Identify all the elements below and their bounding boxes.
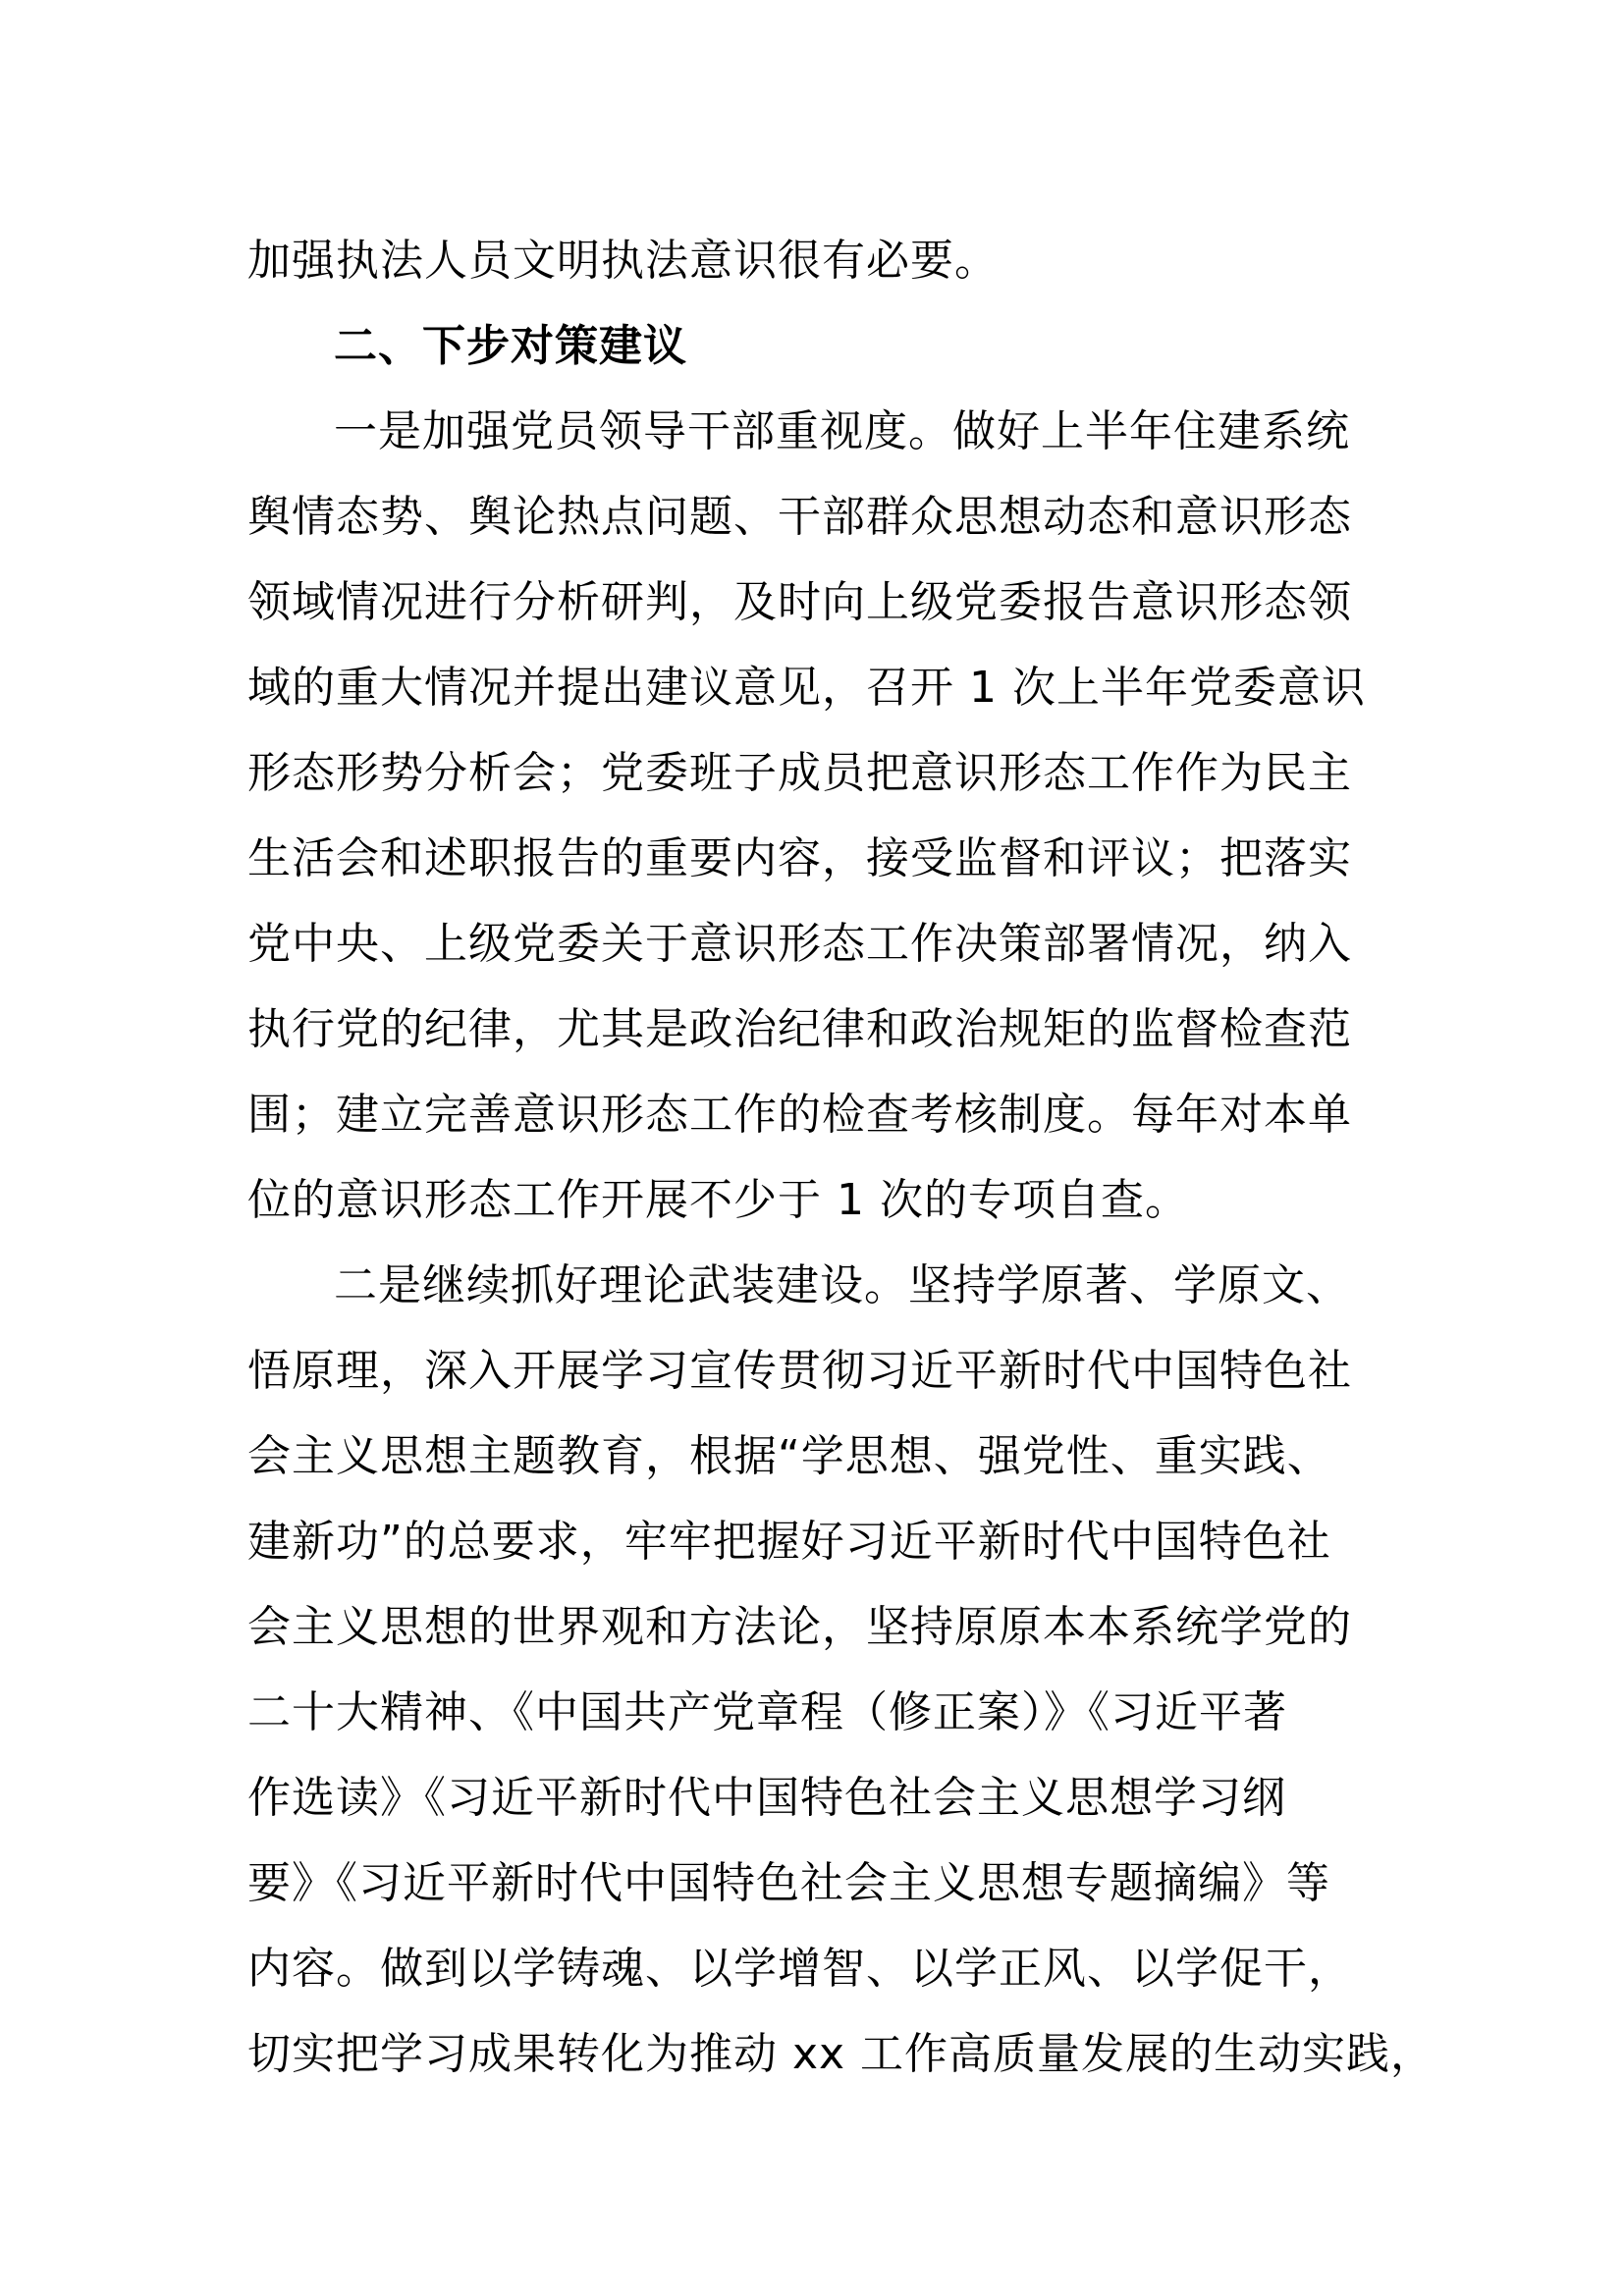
paragraph-line: 作选读》《习近平新时代中国特色社会主义思想学习纲: [247, 1773, 1286, 1823]
document-body: [247, 218, 1435, 2097]
paragraph-line: 会主义思想的世界观和方法论，坚持原原本本系统学党的: [247, 1602, 1352, 1652]
paragraph-line: 执行党的纪律，尤其是政治纪律和政治规矩的监督检查范: [247, 1004, 1352, 1054]
paragraph-line: 位的意识形态工作开展不少于 1 次的专项自查。: [247, 1175, 1189, 1225]
paragraph-line: 一是加强党员领导干部重视度。做好上半年住建系统: [334, 406, 1350, 456]
paragraph-line: 建新功”的总要求，牢牢把握好习近平新时代中国特色社: [247, 1517, 1331, 1567]
section-heading: 二、下步对策建议: [334, 321, 687, 371]
paragraph-line: 切实把学习成果转化为推动 xx 工作高质量发展的生动实践，: [247, 2029, 1435, 2079]
paragraph-line: 围；建立完善意识形态工作的检查考核制度。每年对本单: [247, 1090, 1352, 1140]
paragraph-line: 二是继续抓好理论武装建设。坚持学原著、学原文、: [334, 1260, 1350, 1310]
paragraph-line: 形态形势分析会；党委班子成员把意识形态工作作为民主: [247, 748, 1352, 798]
paragraph-line: 加强执法人员文明执法意识很有必要。: [247, 236, 999, 286]
paragraph-line: 内容。做到以学铸魂、以学增智、以学正风、以学促干，: [247, 1944, 1352, 1994]
paragraph-line: 悟原理，深入开展学习宣传贯彻习近平新时代中国特色社: [247, 1346, 1352, 1396]
paragraph-line: 二十大精神、《中国共产党章程（修正案）》《习近平著: [247, 1687, 1287, 1737]
paragraph-line: 要》《习近平新时代中国特色社会主义思想专题摘编》等: [247, 1858, 1330, 1908]
paragraph-line: 舆情态势、舆论热点问题、干部群众思想动态和意识形态: [247, 492, 1352, 542]
paragraph-line: 领域情况进行分析研判，及时向上级党委报告意识形态领: [247, 577, 1352, 627]
paragraph-line: 会主义思想主题教育，根据“学思想、强党性、重实践、: [247, 1431, 1331, 1481]
paragraph-line: 生活会和述职报告的重要内容，接受监督和评议；把落实: [247, 833, 1352, 883]
paragraph-line: 党中央、上级党委关于意识形态工作决策部署情况，纳入: [247, 919, 1352, 969]
paragraph-line: 域的重大情况并提出建议意见，召开 1 次上半年党委意识: [247, 663, 1366, 713]
